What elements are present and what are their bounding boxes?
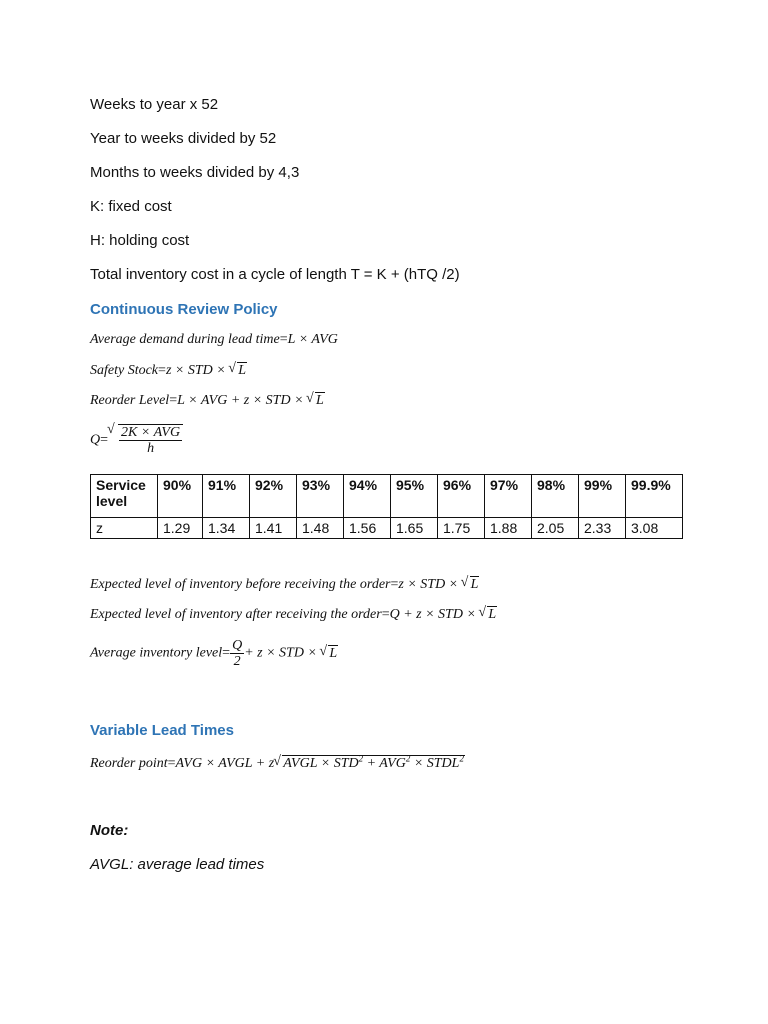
formula-reorder-level: Reorder Level=L × AVG + z × STD × √ L bbox=[90, 393, 325, 409]
service-level-cell: 90% bbox=[158, 475, 203, 518]
z-value-row bbox=[91, 518, 683, 539]
z-value-cell: 1.56 bbox=[344, 518, 391, 539]
z-value-cell: 3.08 bbox=[626, 518, 683, 539]
line-months-to-weeks: Months to weeks divided by 4,3 bbox=[90, 164, 300, 181]
z-value-cell: 1.34 bbox=[203, 518, 250, 539]
formula-expected-after: Expected level of inventory after receiving the order=Q + z × STD × √ L bbox=[90, 607, 497, 623]
formula-average-demand: Average demand during lead time=L × AVG bbox=[90, 332, 338, 347]
line-weeks-to-year: Weeks to year x 52 bbox=[90, 96, 219, 113]
formula-average-inventory: Average inventory level= $\frac{Q}{2}$ + z × STD × √ L bbox=[90, 638, 338, 669]
note-label: Note: bbox=[90, 822, 129, 839]
service-level-cell: 95% bbox=[391, 475, 438, 518]
service-level-row bbox=[91, 475, 683, 518]
formula-safety-stock: Safety Stock=z × STD × √ L bbox=[90, 363, 247, 379]
service-level-label: Service level bbox=[91, 475, 158, 518]
line-year-to-weeks: Year to weeks divided by 52 bbox=[90, 130, 277, 147]
heading-continuous-review: Continuous Review Policy bbox=[90, 301, 278, 318]
service-level-cell: 99.9% bbox=[626, 475, 683, 518]
z-value-cell: 1.88 bbox=[485, 518, 532, 539]
note-avgl: AVGL: average lead times bbox=[90, 856, 265, 873]
formula-reorder-point: Reorder point=AVG × AVGL + z√ AVGL × $STD^2 + AVG^2$ × $STDL^2$ bbox=[90, 756, 465, 772]
heading-variable-lead-times: Variable Lead Times bbox=[90, 722, 234, 739]
line-fixed-cost: K: fixed cost bbox=[90, 198, 172, 215]
service-level-cell: 93% bbox=[297, 475, 344, 518]
line-holding-cost: H: holding cost bbox=[90, 232, 190, 249]
service-level-table bbox=[90, 474, 683, 539]
z-value-cell: 1.65 bbox=[391, 518, 438, 539]
z-value-cell: 1.29 bbox=[158, 518, 203, 539]
z-value-cell: 2.05 bbox=[532, 518, 579, 539]
service-level-cell: 94% bbox=[344, 475, 391, 518]
z-value-cell: 1.75 bbox=[438, 518, 485, 539]
formula-expected-before: Expected level of inventory before receiving the order=z × STD × √ L bbox=[90, 577, 479, 593]
z-value-cell: 2.33 bbox=[579, 518, 626, 539]
service-level-cell: 98% bbox=[532, 475, 579, 518]
service-level-cell: 92% bbox=[250, 475, 297, 518]
service-level-cell: 91% bbox=[203, 475, 250, 518]
line-total-inventory-cost: Total inventory cost in a cycle of length T = K + (hTQ /2) bbox=[90, 266, 460, 283]
service-level-cell: 97% bbox=[485, 475, 532, 518]
service-level-cell: 96% bbox=[438, 475, 485, 518]
z-value-cell: 1.41 bbox=[250, 518, 297, 539]
z-value-cell: 1.48 bbox=[297, 518, 344, 539]
formula-eoq: Q= √ $\frac{\text{2K × AVG}}{h}$ bbox=[90, 424, 183, 456]
service-level-cell: 99% bbox=[579, 475, 626, 518]
z-label: z bbox=[91, 518, 158, 539]
